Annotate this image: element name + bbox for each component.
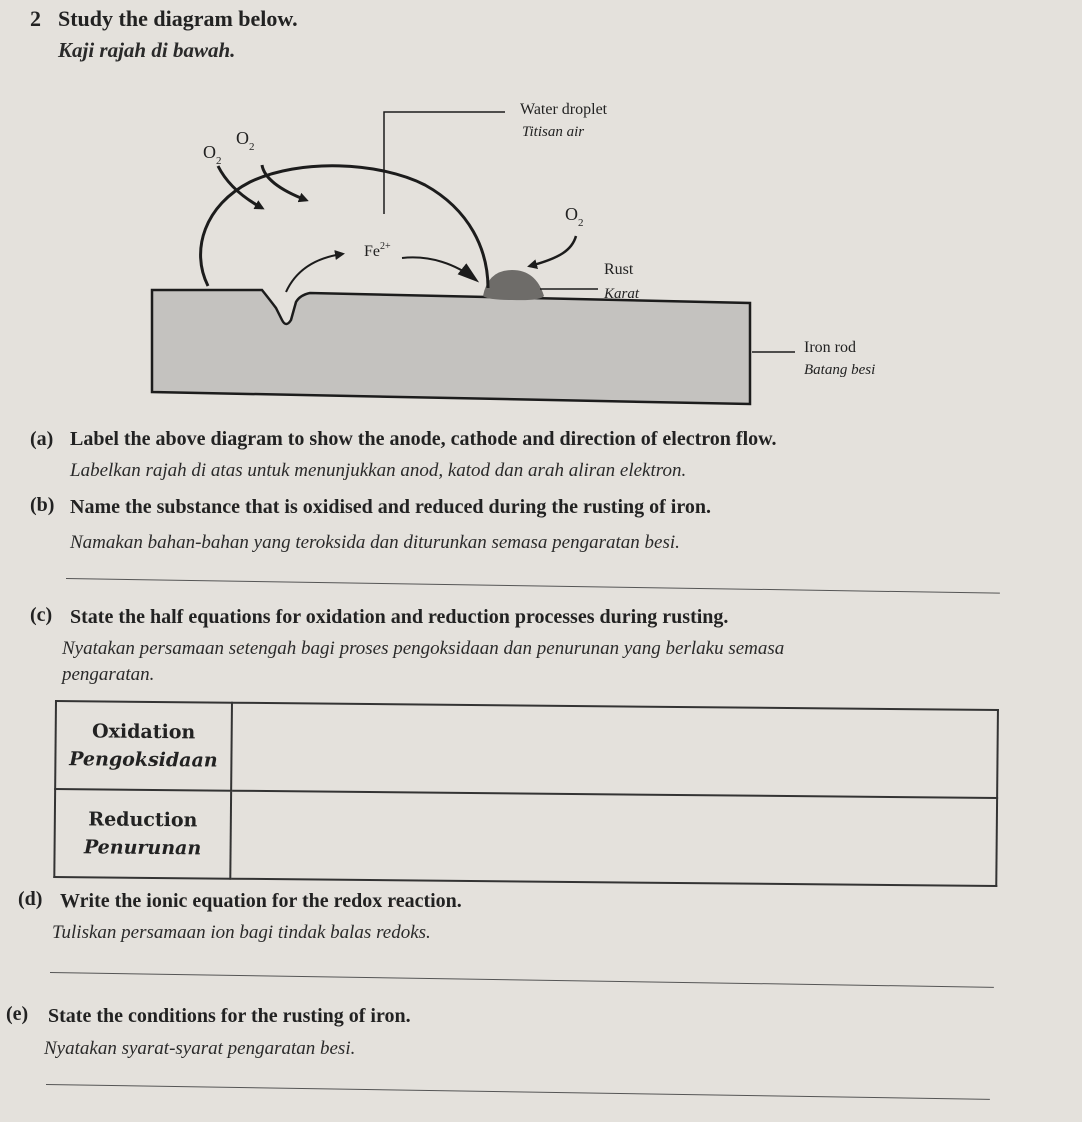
oxidation-answer-cell[interactable] [231,703,998,798]
water-droplet-shape [201,166,488,288]
oxygen-arrow-3 [530,236,576,266]
iron-rod-label: Iron rod [804,339,856,356]
part-a-text-malay: Labelkan rajah di atas untuk menunjukkan anod, katod dan arah aliran elektron. [70,460,687,481]
oxidation-label: Oxidation [92,719,196,743]
part-d-text: Write the ionic equation for the redox reaction. [60,890,462,912]
part-b-label: (b) [30,494,55,516]
table-row [55,701,998,798]
part-c-text: State the half equations for oxidation and reduction processes during rusting. [70,606,729,628]
reduction-label: Reduction [88,807,198,831]
part-d-text-malay: Tuliskan persamaan ion bagi tindak balas redoks. [52,922,431,943]
iron-rod-shape [152,290,750,404]
oxygen-label-2: $O_2$ [236,128,255,153]
part-e-text: State the conditions for the rusting of iron. [48,1005,411,1027]
water-droplet-label: Water droplet [520,101,608,118]
question-number: 2 [30,6,41,31]
water-droplet-label-malay: Titisan air [522,124,585,140]
part-c-text-malay-2: pengaratan. [62,664,155,685]
rust-label-malay: Karat [604,286,640,302]
part-a-text: Label the above diagram to show the anode, cathode and direction of electron flow. [70,428,777,450]
question-title-malay: Kaji rajah di bawah. [58,38,236,62]
part-e-label: (e) [6,1003,29,1025]
question-title: Study the diagram below. [58,6,298,31]
iron-ion-label: $Fe^{2+}$ [364,241,391,260]
iron-rod-label-malay: Batang besi [804,362,876,378]
table-row [54,789,997,886]
reduction-label-malay: Penurunan [83,836,202,860]
part-a-label: (a) [30,428,54,450]
part-e-text-malay: Nyatakan syarat-syarat pengaratan besi. [44,1038,356,1059]
part-b-answer-line[interactable] [66,578,1000,594]
part-d-label: (d) [18,888,43,910]
oxygen-label-1: $O_2$ [203,142,222,167]
rust-deposit [483,270,544,300]
part-b-text: Name the substance that is oxidised and reduced during the rusting of iron. [70,496,711,518]
part-c-text-malay-1: Nyatakan persamaan setengah bagi proses pengoksidaan dan penurunan yang berlaku semasa [62,638,785,659]
oxidation-label-malay: Pengoksidaan [69,748,218,772]
part-b-text-malay: Namakan bahan-bahan yang teroksida dan diturunkan semasa pengaratan besi. [70,532,680,553]
rust-label: Rust [604,261,634,278]
part-d-answer-line[interactable] [50,972,994,988]
oxidation-label-cell [55,701,232,791]
oxygen-label-3: $O_2$ [565,204,584,229]
part-c-label: (c) [30,604,53,626]
reduction-answer-cell[interactable] [230,791,997,886]
iron-ion-arrow-1 [286,254,342,292]
iron-ion-arrow-2 [402,257,476,280]
reduction-label-cell [54,789,231,879]
half-equation-table [53,700,999,887]
rusting-diagram [0,0,1082,420]
part-e-answer-line[interactable] [46,1084,990,1100]
